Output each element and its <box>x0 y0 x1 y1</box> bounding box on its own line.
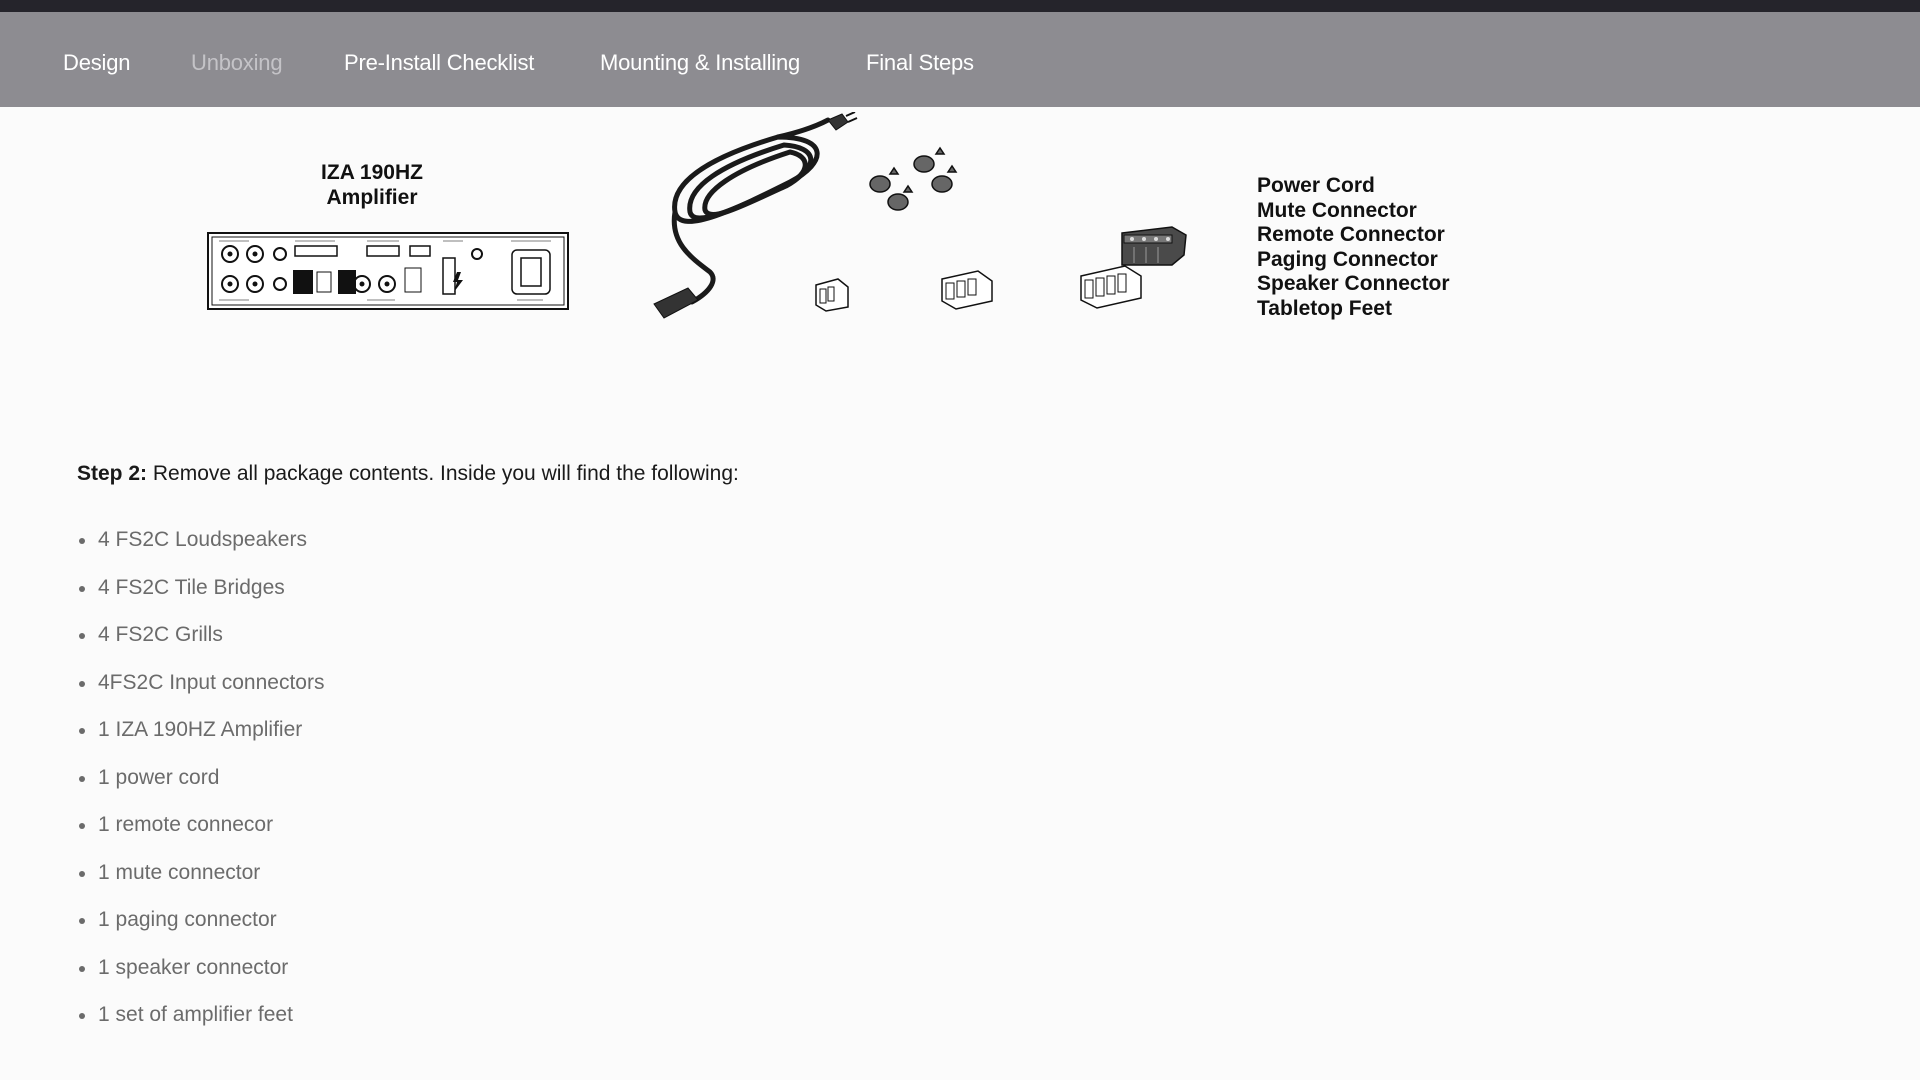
parts-legend-item: Mute Connector <box>1257 198 1417 222</box>
list-item: 1 IZA 190HZ Amplifier <box>77 710 324 758</box>
step-instruction <box>77 462 739 486</box>
parts-legend-item: Tabletop Feet <box>1257 296 1392 320</box>
step-label: Step 2: <box>77 462 148 485</box>
list-item: 4 FS2C Grills <box>77 615 324 663</box>
step-text: Remove all package contents. Inside you will find the following: <box>147 462 739 485</box>
list-item: 1 paging connector <box>77 900 324 948</box>
amplifier-caption-name: Amplifier <box>326 186 418 209</box>
window-top-bar <box>0 0 1920 12</box>
nav-tab-design[interactable]: Design <box>63 50 131 75</box>
nav-tab-pre-install-checklist[interactable]: Pre-Install Checklist <box>344 50 535 75</box>
parts-legend-item: Power Cord <box>1257 174 1375 197</box>
list-item: 4 FS2C Tile Bridges <box>77 568 324 616</box>
nav-tab-mounting-installing[interactable]: Mounting & Installing <box>600 50 801 75</box>
tabletop-feet-drawing <box>862 142 962 222</box>
parts-legend-item: Paging Connector <box>1257 247 1438 271</box>
list-item: 1 mute connector <box>77 853 324 901</box>
package-contents-illustration <box>0 107 1920 367</box>
mute-connector-drawing <box>812 275 852 313</box>
list-item: 1 remote connecor <box>77 805 324 853</box>
nav-tab-final-steps[interactable]: Final Steps <box>866 50 974 75</box>
list-item: 1 set of amplifier feet <box>77 995 324 1043</box>
amplifier-caption-model: IZA 190HZ <box>321 161 423 184</box>
remote-connector-drawing <box>938 267 996 311</box>
parts-legend <box>1257 174 1450 321</box>
amplifier-caption <box>292 160 452 210</box>
parts-legend-item: Speaker Connector <box>1257 272 1450 295</box>
nav-tab-unboxing[interactable]: Unboxing <box>191 50 283 75</box>
list-item: 4FS2C Input connectors <box>77 663 324 711</box>
section-nav <box>0 12 1920 107</box>
list-item: 1 power cord <box>77 758 324 806</box>
list-item: 1 speaker connector <box>77 948 324 996</box>
package-contents-list <box>77 520 324 1043</box>
list-item: 4 FS2C Loudspeakers <box>77 520 324 568</box>
amplifier-rear-panel-drawing <box>207 232 569 310</box>
parts-legend-item: Remote Connector <box>1257 223 1445 246</box>
paging-connector-drawing <box>1118 225 1188 273</box>
